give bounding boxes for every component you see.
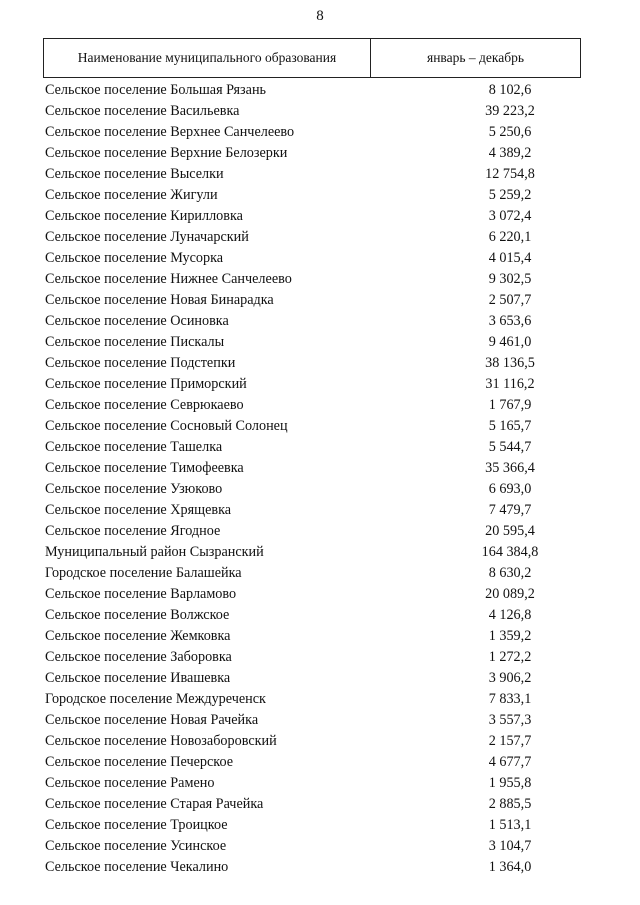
table-row	[0, 80, 640, 101]
table-row	[0, 668, 640, 689]
municipality-name: Сельское поселение Чекалино	[45, 859, 229, 875]
period-value: 6 220,1	[488, 229, 532, 245]
table-row	[0, 164, 640, 185]
table-row	[0, 752, 640, 773]
municipality-name: Сельское поселение Жемковка	[45, 628, 231, 644]
period-value: 1 955,8	[488, 775, 532, 791]
table-row	[0, 269, 640, 290]
municipality-name: Сельское поселение Пискалы	[45, 334, 225, 350]
municipality-name: Городское поселение Междуреченск	[45, 691, 266, 707]
table-row	[0, 689, 640, 710]
table-row	[0, 647, 640, 668]
municipality-name: Муниципальный район Сызранский	[45, 544, 264, 560]
period-value: 2 885,5	[488, 796, 532, 812]
period-value: 7 833,1	[488, 691, 532, 707]
municipality-name: Сельское поселение Осиновка	[45, 313, 229, 329]
municipality-name: Сельское поселение Сосновый Солонец	[45, 418, 288, 434]
period-value: 20 595,4	[485, 523, 535, 539]
municipality-name: Сельское поселение Троицкое	[45, 817, 228, 833]
table-row	[0, 332, 640, 353]
period-value: 1 767,9	[488, 397, 532, 413]
table-row	[0, 122, 640, 143]
municipality-name: Сельское поселение Тимофеевка	[45, 460, 244, 476]
period-value: 31 116,2	[485, 376, 535, 392]
municipality-name: Сельское поселение Новая Бинарадка	[45, 292, 274, 308]
period-value: 1 364,0	[488, 859, 532, 875]
municipality-name: Сельское поселение Подстепки	[45, 355, 236, 371]
period-value: 4 677,7	[488, 754, 532, 770]
municipality-name: Сельское поселение Узюково	[45, 481, 223, 497]
table-row	[0, 479, 640, 500]
table-row	[0, 857, 640, 878]
table-row	[0, 143, 640, 164]
table-row	[0, 836, 640, 857]
municipality-name: Сельское поселение Жигули	[45, 187, 218, 203]
municipality-name: Сельское поселение Верхнее Санчелеево	[45, 124, 295, 140]
municipality-name: Сельское поселение Усинское	[45, 838, 227, 854]
municipality-name: Сельское поселение Волжское	[45, 607, 230, 623]
municipality-name: Сельское поселение Севрюкаево	[45, 397, 244, 413]
municipality-name: Сельское поселение Кирилловка	[45, 208, 243, 224]
period-value: 35 366,4	[485, 460, 535, 476]
table-row	[0, 542, 640, 563]
period-value: 9 302,5	[488, 271, 532, 287]
period-value: 5 259,2	[488, 187, 532, 203]
table-row	[0, 500, 640, 521]
municipality-name: Сельское поселение Луначарский	[45, 229, 249, 245]
period-value: 39 223,2	[485, 103, 535, 119]
table-row	[0, 584, 640, 605]
period-value: 3 906,2	[488, 670, 532, 686]
municipality-name: Сельское поселение Верхние Белозерки	[45, 145, 288, 161]
table-row	[0, 605, 640, 626]
period-value: 4 389,2	[488, 145, 532, 161]
table-row	[0, 731, 640, 752]
municipality-name: Сельское поселение Заборовка	[45, 649, 232, 665]
municipality-name: Сельское поселение Рамено	[45, 775, 215, 791]
municipality-name: Сельское поселение Большая Рязань	[45, 82, 267, 98]
table-row	[0, 626, 640, 647]
table-row	[0, 458, 640, 479]
municipality-name: Сельское поселение Ягодное	[45, 523, 221, 539]
period-value: 6 693,0	[488, 481, 532, 497]
table-row	[0, 416, 640, 437]
period-value: 164 384,8	[481, 544, 539, 560]
header-period-column: январь – декабрь	[426, 50, 524, 65]
table-row	[0, 353, 640, 374]
period-value: 8 102,6	[488, 82, 532, 98]
table-row	[0, 773, 640, 794]
table-row	[0, 521, 640, 542]
table-row	[0, 101, 640, 122]
table-row	[0, 437, 640, 458]
period-value: 3 104,7	[488, 838, 532, 854]
municipality-name: Сельское поселение Ташелка	[45, 439, 223, 455]
table-row	[0, 815, 640, 836]
municipality-name: Сельское поселение Печерское	[45, 754, 234, 770]
municipality-name: Сельское поселение Новозаборовский	[45, 733, 277, 749]
period-value: 5 544,7	[488, 439, 532, 455]
table-header	[43, 38, 581, 78]
period-value: 7 479,7	[488, 502, 532, 518]
table-row	[0, 290, 640, 311]
municipality-name: Сельское поселение Ивашевка	[45, 670, 231, 686]
municipality-name: Сельское поселение Хрящевка	[45, 502, 232, 518]
period-value: 5 250,6	[488, 124, 532, 140]
period-value: 1 272,2	[488, 649, 532, 665]
period-value: 4 126,8	[488, 607, 532, 623]
period-value: 8 630,2	[488, 565, 532, 581]
period-value: 12 754,8	[485, 166, 535, 182]
table-row	[0, 794, 640, 815]
table-row	[0, 248, 640, 269]
period-value: 2 157,7	[488, 733, 532, 749]
municipality-name: Сельское поселение Старая Рачейка	[45, 796, 264, 812]
municipality-name: Городское поселение Балашейка	[45, 565, 242, 581]
municipality-name: Сельское поселение Приморский	[45, 376, 247, 392]
table-row	[0, 563, 640, 584]
table-body	[0, 80, 640, 878]
period-value: 3 653,6	[488, 313, 532, 329]
period-value: 1 359,2	[488, 628, 532, 644]
period-value: 5 165,7	[488, 418, 532, 434]
page-number: 8	[316, 8, 324, 24]
period-value: 9 461,0	[488, 334, 532, 350]
municipality-name: Сельское поселение Васильевка	[45, 103, 240, 119]
period-value: 4 015,4	[488, 250, 532, 266]
period-value: 20 089,2	[485, 586, 535, 602]
table-row	[0, 206, 640, 227]
table-row	[0, 374, 640, 395]
table-row	[0, 395, 640, 416]
municipality-name: Сельское поселение Выселки	[45, 166, 224, 182]
table-row	[0, 710, 640, 731]
period-value: 2 507,7	[488, 292, 532, 308]
table-row	[0, 311, 640, 332]
table-row	[0, 227, 640, 248]
period-value: 3 072,4	[488, 208, 532, 224]
header-name-column: Наименование муниципального образования	[44, 39, 371, 77]
municipality-name: Сельское поселение Новая Рачейка	[45, 712, 259, 728]
period-value: 1 513,1	[488, 817, 532, 833]
municipality-name: Сельское поселение Варламово	[45, 586, 237, 602]
period-value: 38 136,5	[485, 355, 535, 371]
table-row	[0, 185, 640, 206]
municipality-name: Сельское поселение Нижнее Санчелеево	[45, 271, 292, 287]
municipality-name: Сельское поселение Мусорка	[45, 250, 224, 266]
period-value: 3 557,3	[488, 712, 532, 728]
